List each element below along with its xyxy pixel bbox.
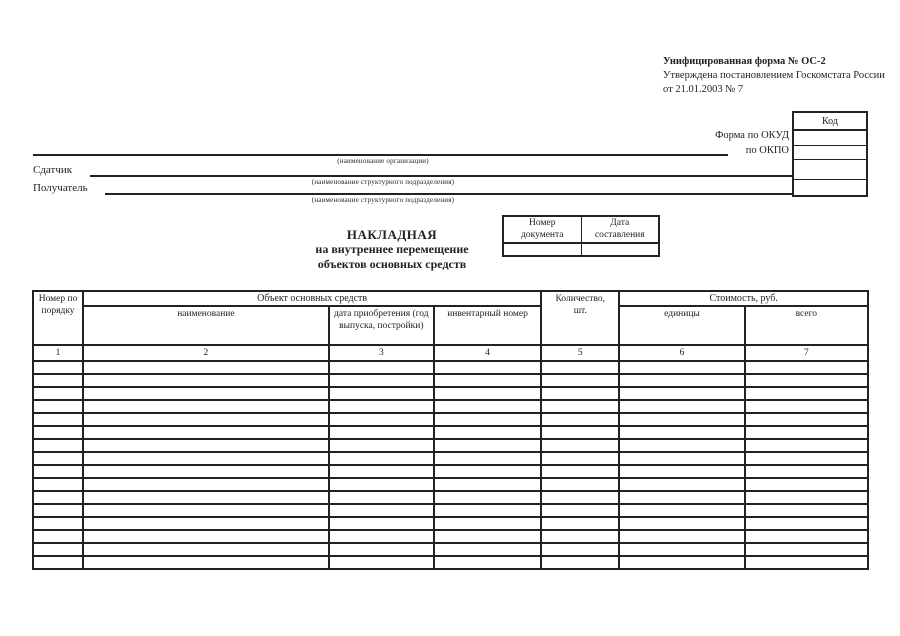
- approval-date-line: от 21.01.2003 № 7: [663, 84, 744, 95]
- sender-label: Сдатчик: [33, 164, 73, 176]
- asset-table-empty-cell: [542, 414, 620, 427]
- asset-table-empty-cell: [34, 440, 84, 453]
- asset-table-empty-cell: [435, 401, 542, 414]
- asset-table-empty-cell: [84, 362, 330, 375]
- asset-table-row: [34, 453, 869, 466]
- asset-table-empty-cell: [34, 414, 84, 427]
- code-cell-sender: [793, 160, 867, 180]
- asset-table-empty-cell: [34, 401, 84, 414]
- asset-table-empty-cell: [620, 531, 745, 544]
- form-title: Унифицированная форма № ОС-2: [663, 56, 826, 67]
- col-number: 6: [620, 346, 745, 362]
- asset-table-empty-cell: [542, 557, 620, 570]
- asset-table-empty-cell: [746, 440, 869, 453]
- receiver-line: [105, 193, 793, 195]
- asset-table-empty-cell: [542, 375, 620, 388]
- asset-table-empty-cell: [84, 453, 330, 466]
- col-number: 2: [84, 346, 330, 362]
- asset-table-empty-cell: [84, 518, 330, 531]
- asset-table-empty-cell: [435, 518, 542, 531]
- asset-table-empty-cell: [435, 531, 542, 544]
- asset-table-empty-cell: [84, 505, 330, 518]
- asset-table-empty-cell: [746, 453, 869, 466]
- asset-table-empty-cell: [330, 414, 435, 427]
- asset-table-empty-cell: [746, 375, 869, 388]
- asset-table-empty-cell: [746, 401, 869, 414]
- asset-table-empty-cell: [34, 466, 84, 479]
- asset-table-row: [34, 401, 869, 414]
- doc-number-header: Номер документа: [503, 216, 581, 243]
- col-number: 1: [34, 346, 84, 362]
- asset-table-empty-cell: [542, 544, 620, 557]
- asset-table-empty-cell: [620, 388, 745, 401]
- asset-table-empty-cell: [542, 440, 620, 453]
- asset-table-empty-cell: [330, 505, 435, 518]
- asset-table-empty-cell: [542, 362, 620, 375]
- asset-table-empty-cell: [746, 557, 869, 570]
- asset-table-empty-cell: [435, 388, 542, 401]
- asset-table-empty-cell: [542, 466, 620, 479]
- asset-table-empty-cell: [34, 375, 84, 388]
- asset-table-empty-cell: [542, 388, 620, 401]
- asset-table-empty-cell: [435, 479, 542, 492]
- col-group-object: Объект основных средств: [84, 292, 542, 307]
- asset-table-empty-cell: [620, 362, 745, 375]
- asset-table-empty-cell: [84, 414, 330, 427]
- asset-table-empty-cell: [620, 492, 745, 505]
- asset-table-empty-cell: [84, 557, 330, 570]
- doc-number-cell: [503, 243, 581, 256]
- col-header-inventory-number: инвентарный номер: [435, 307, 542, 346]
- asset-table-empty-cell: [330, 427, 435, 440]
- asset-table-empty-cell: [620, 414, 745, 427]
- col-header-quantity: Количество, шт.: [542, 292, 620, 346]
- asset-table-empty-cell: [84, 531, 330, 544]
- asset-table-empty-cell: [34, 362, 84, 375]
- col-header-name: наименование: [84, 307, 330, 346]
- doc-subtitle-1: на внутреннее перемещение: [315, 242, 469, 256]
- asset-table-empty-cell: [746, 531, 869, 544]
- okpo-code-cell: [793, 146, 867, 160]
- asset-table-empty-cell: [34, 544, 84, 557]
- asset-table-row: [34, 362, 869, 375]
- asset-table-empty-cell: [435, 362, 542, 375]
- approval-block: [663, 55, 895, 97]
- asset-table-row: [34, 505, 869, 518]
- asset-table-empty-cell: [84, 427, 330, 440]
- col-number: 7: [746, 346, 869, 362]
- asset-table-empty-cell: [84, 401, 330, 414]
- col-number: 4: [435, 346, 542, 362]
- asset-table-empty-cell: [34, 427, 84, 440]
- asset-table-empty-cell: [435, 427, 542, 440]
- asset-table-empty-cell: [542, 401, 620, 414]
- asset-table-empty-cell: [435, 453, 542, 466]
- asset-table-row: [34, 557, 869, 570]
- asset-table-row: [34, 518, 869, 531]
- asset-table-empty-cell: [34, 388, 84, 401]
- asset-table-row: [34, 466, 869, 479]
- asset-table-empty-cell: [330, 375, 435, 388]
- asset-table-empty-cell: [330, 388, 435, 401]
- asset-table-empty-cell: [746, 518, 869, 531]
- sender-caption: (наименование структурного подразделения): [311, 178, 455, 186]
- doc-number-date-box: [502, 215, 660, 257]
- asset-table-empty-cell: [746, 479, 869, 492]
- asset-table-empty-cell: [542, 505, 620, 518]
- asset-table-empty-cell: [620, 479, 745, 492]
- asset-table-row: [34, 375, 869, 388]
- asset-table-empty-cell: [620, 518, 745, 531]
- asset-table-row: [34, 427, 869, 440]
- asset-table-empty-cell: [620, 440, 745, 453]
- asset-table-empty-cell: [435, 505, 542, 518]
- asset-table-empty-cell: [84, 388, 330, 401]
- organization-line: [33, 154, 728, 156]
- asset-table-empty-cell: [746, 427, 869, 440]
- organization-caption: (наименование организации): [337, 157, 429, 165]
- asset-table-empty-cell: [620, 505, 745, 518]
- asset-table-empty-cell: [330, 466, 435, 479]
- asset-table-row: [34, 388, 869, 401]
- receiver-caption: (наименование структурного подразделения): [311, 196, 455, 204]
- asset-table: [32, 290, 869, 570]
- asset-table-empty-cell: [542, 492, 620, 505]
- approval-line: Утверждена постановлением Госкомстата России: [663, 70, 885, 81]
- asset-table-empty-cell: [542, 518, 620, 531]
- asset-table-empty-cell: [746, 466, 869, 479]
- asset-table-empty-cell: [620, 557, 745, 570]
- asset-table-empty-cell: [746, 414, 869, 427]
- document-title: [240, 227, 544, 272]
- asset-table-empty-cell: [84, 479, 330, 492]
- asset-table-empty-cell: [620, 375, 745, 388]
- asset-table-empty-cell: [542, 531, 620, 544]
- asset-table-empty-cell: [330, 479, 435, 492]
- col-header-cost-total: всего: [746, 307, 869, 346]
- asset-table-empty-cell: [34, 453, 84, 466]
- asset-table-empty-cell: [330, 518, 435, 531]
- asset-table-row: [34, 440, 869, 453]
- asset-table-row: [34, 492, 869, 505]
- col-number: 5: [542, 346, 620, 362]
- doc-date-header: Дата составления: [581, 216, 659, 243]
- asset-table-empty-cell: [435, 492, 542, 505]
- code-box: [792, 111, 868, 197]
- asset-table-empty-cell: [746, 362, 869, 375]
- asset-table-empty-cell: [330, 362, 435, 375]
- code-box-header: Код: [793, 112, 867, 130]
- asset-table-empty-cell: [330, 453, 435, 466]
- okud-code-cell: [793, 130, 867, 146]
- asset-table-empty-cell: [84, 375, 330, 388]
- asset-table-empty-cell: [620, 466, 745, 479]
- doc-type-title: НАКЛАДНАЯ: [346, 227, 438, 242]
- code-cell-receiver: [793, 180, 867, 197]
- asset-table-empty-cell: [435, 466, 542, 479]
- asset-table-empty-cell: [330, 492, 435, 505]
- asset-table-row: [34, 544, 869, 557]
- col-header-acquisition-date: дата приобретения (год выпуска, постройки): [330, 307, 435, 346]
- asset-table-empty-cell: [435, 440, 542, 453]
- asset-table-row: [34, 414, 869, 427]
- asset-table-empty-cell: [542, 427, 620, 440]
- asset-table-empty-cell: [34, 479, 84, 492]
- asset-table-row: [34, 479, 869, 492]
- asset-table-empty-cell: [435, 375, 542, 388]
- doc-date-cell: [581, 243, 659, 256]
- col-number: 3: [330, 346, 435, 362]
- asset-table-empty-cell: [330, 544, 435, 557]
- okpo-label: по ОКПО: [745, 144, 789, 156]
- col-header-row-number: Номер по порядку: [34, 292, 84, 346]
- asset-table-empty-cell: [330, 440, 435, 453]
- asset-table-empty-cell: [34, 505, 84, 518]
- asset-table-body: [34, 362, 869, 570]
- asset-table-empty-cell: [34, 531, 84, 544]
- asset-table-empty-cell: [542, 453, 620, 466]
- asset-table-empty-cell: [84, 466, 330, 479]
- asset-table-empty-cell: [84, 544, 330, 557]
- asset-table-empty-cell: [620, 427, 745, 440]
- asset-table-empty-cell: [84, 492, 330, 505]
- asset-table-empty-cell: [746, 505, 869, 518]
- asset-table-empty-cell: [330, 557, 435, 570]
- asset-table-empty-cell: [620, 453, 745, 466]
- col-header-cost-unit: единицы: [620, 307, 745, 346]
- asset-table-head: [34, 292, 869, 362]
- asset-table-row: [34, 531, 869, 544]
- col-group-cost: Стоимость, руб.: [620, 292, 869, 307]
- asset-table-empty-cell: [435, 557, 542, 570]
- sender-line: [90, 175, 793, 177]
- asset-table-empty-cell: [746, 388, 869, 401]
- asset-table-empty-cell: [34, 518, 84, 531]
- asset-table-empty-cell: [330, 401, 435, 414]
- receiver-label: Получатель: [33, 182, 88, 194]
- asset-table-empty-cell: [435, 544, 542, 557]
- asset-table-empty-cell: [34, 557, 84, 570]
- asset-table-empty-cell: [34, 492, 84, 505]
- okud-label: Форма по ОКУД: [715, 130, 789, 141]
- asset-table-empty-cell: [542, 479, 620, 492]
- asset-table-empty-cell: [330, 531, 435, 544]
- asset-table-empty-cell: [746, 492, 869, 505]
- asset-table-empty-cell: [620, 401, 745, 414]
- asset-table-empty-cell: [435, 414, 542, 427]
- asset-table-empty-cell: [620, 544, 745, 557]
- doc-subtitle-2: объектов основных средств: [317, 257, 467, 271]
- asset-table-empty-cell: [84, 440, 330, 453]
- asset-table-empty-cell: [746, 544, 869, 557]
